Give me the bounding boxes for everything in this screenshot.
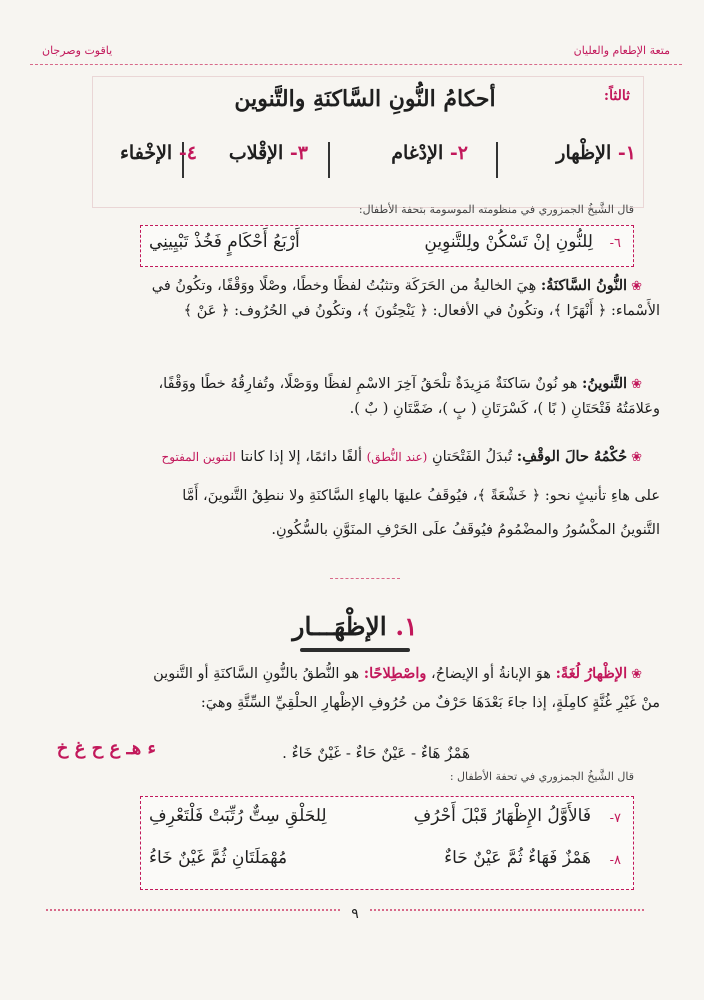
paragraph-tanween (46, 372, 660, 421)
rule-item-idgham: ٢- الإدْغام (391, 142, 468, 164)
rule-item-izhar: ١- الإظْهار (556, 142, 636, 164)
rule-item-iqlab: ٣- الإقْلاب (228, 142, 308, 164)
paragraph-line: ❀النُّونُ السَّاكنَةُ: هِيَ الخاليةُ من الحَرَكَة وتثبُتُ لفظًا وخطًا، وصْلًا ووَقْفًا، وتكُونُ في (151, 277, 642, 294)
header-series-title: یاقوت وصرجان (42, 44, 113, 57)
section-badge: ثالثاً: (603, 88, 630, 104)
verse-hemistich-left: أَرْبَعُ أَحْكَامٍ فَخُذْ تَبْيِينِي (149, 232, 300, 252)
section-title-underline (300, 648, 410, 652)
paragraph-line: ❀التَّنوينُ: هو نُونٌ سَاكنَةٌ مَزِيدَةٌ تلْحَقُ آخِرَ الاسْمِ لفظًا ووَصْلًا، وتُفارِقُهُ خطًا ووَقْفًا، (158, 375, 642, 392)
rule-separator (328, 142, 330, 178)
paragraph-line: منْ غَيْرِ غُنَّةٍ كامِلَةٍ، إذا جاءَ بَعْدَهَا حَرْفٌ من حُرُوفِ الإظْهارِ الحلْقِيِّ السِّتَّةِ وهيَ: (200, 695, 660, 711)
verse-hemistich-right: فَالأَوَّلُ الإِظْهَارُ قَبْلَ أَحْرُفِ (413, 806, 591, 826)
section-divider (330, 578, 400, 579)
intro-note: قال الشَّيخُ الجمزوري في منظومته الموسومة بتحفة الأطفال: (358, 203, 634, 216)
paragraph-waqf (46, 444, 660, 543)
paragraph-sakinah (46, 274, 660, 323)
running-header (34, 44, 678, 64)
flower-icon: ❀ (631, 667, 642, 682)
term-sakinah: النُّونُ السَّاكنَةُ: (540, 277, 628, 294)
verse-hemistich-right: هَمْزٌ فَهَاءٌ ثُمَّ عَيْنٌ حَاءٌ (444, 848, 591, 868)
section-title: ١. الإظْهَـــار (292, 612, 418, 641)
page-number: ٩ (340, 906, 370, 922)
flower-icon: ❀ (631, 279, 642, 294)
verse-number: ٨- (609, 853, 621, 868)
verse-hemistich-left: مُهْمَلَتَانِ ثُمَّ غَيْنٌ خَاءُ (149, 848, 288, 868)
flower-icon: ❀ (631, 377, 642, 392)
header-book-title: متعة الإطعام والعلیان (573, 44, 670, 57)
verse-box-6 (140, 225, 634, 267)
term-tanween: التَّنوينُ: (581, 375, 628, 392)
paragraph-line: ❀حُكْمُهُ حالَ الوقْفِ: تُبدَلُ الفَتْحَتانِ (عند النُّطق) ألفًا دائمًا، إلا إذا كانتا التنوين المفتوح (161, 448, 642, 465)
rules-list: ١- الإظْهار ٢- الإدْغام ٣- الإقْلاب ٤- الإخْفاء (120, 142, 648, 182)
paragraph-line: على هاءِ تأنيثٍ نحو: ﴿ خَشْعَةً ﴾، فيُوقَفُ عليهَا بالهاءِ السَّاكنَةِ ولا ننطِقُ التَّنوينَ، أَمَّا (182, 488, 660, 504)
rule-separator (496, 142, 498, 178)
term-istilahan: واصْطِلاحًا: (363, 665, 427, 682)
verse-hemistich-left: لِلحَلْقِ سِتٌّ رُتِّبَتْ فَلْتَعْرِفِ (149, 806, 327, 826)
term-waqf: حُكْمُهُ حالَ الوقْفِ: (516, 448, 628, 465)
verse-number: ٧- (609, 811, 621, 826)
paragraph-line: التَّنوينُ المكْسُورُ والمضْمُومُ فيُوقَفُ علَى الحَرْفِ المنَوَّنِ بالسُّكُونِ. (271, 522, 660, 538)
header-divider (30, 64, 682, 65)
flower-icon: ❀ (631, 450, 642, 465)
izhar-letters: ء هـ ع ح غ خ (56, 738, 156, 759)
verse-hemistich-right: لِلنُّونِ إنْ تَسْكُنْ ولِلتَّنوِينِ (424, 232, 593, 252)
page-title: أحكامُ النُّونِ السَّاكنَةِ والتَّنوين (234, 86, 496, 112)
paragraph-line: الأَسْماء: ﴿ أَنْهَرًا ﴾، وتكُونُ في الأفعال: ﴿ يَنْحِتُونَ ﴾، وتكُونُ في الحُرُوف: ﴿ عَنْ ﴾ (183, 303, 660, 319)
paragraph-line: وعَلامَتُهُ فَتْحَتَانِ ( بًا )، كَسْرَتَانِ ( بٍ )، ضَمَّتَانِ ( بٌ ). (349, 401, 660, 417)
izhar-letters-spelled: هَمْزٌ هَاءٌ - عَيْنٌ حَاءٌ - غَيْنٌ خَاءٌ . (282, 744, 470, 762)
paragraph-izhar-def (46, 662, 660, 715)
term-lughah: الإظْهارُ لُغَةً: (555, 665, 628, 682)
verse-box-7-8 (140, 796, 634, 890)
intro-note-2: قال الشَّيخُ الجمزوري في تحفة الأطفال : (449, 770, 634, 783)
verse-number: ٦- (609, 236, 621, 251)
paragraph-line: ❀الإظْهارُ لُغَةً: هوَ الإبانةُ أو الإيضاحُ، واصْطِلاحًا: هو النُّطقُ بالنُّونِ السَّاكنَةِ أو التَّنوين (153, 665, 642, 682)
